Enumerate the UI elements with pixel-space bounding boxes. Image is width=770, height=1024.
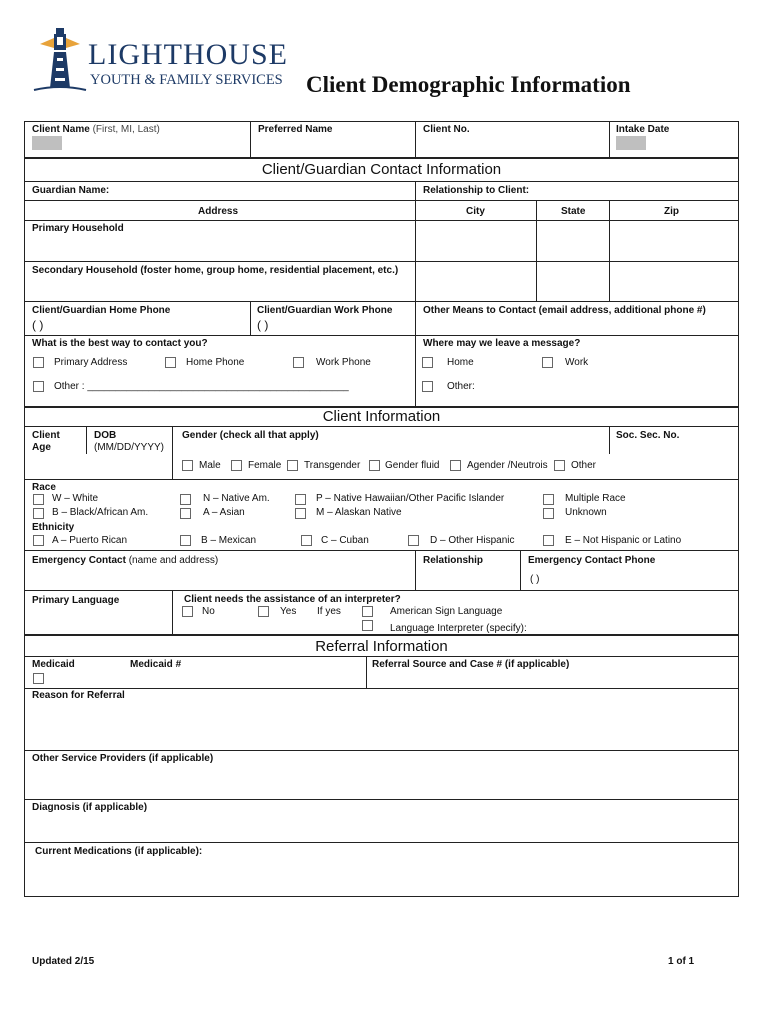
asl-checkbox[interactable] <box>362 606 373 617</box>
dob-label: DOB (MM/DD/YYYY) <box>94 430 164 453</box>
eth-puerto-rican-checkbox[interactable] <box>33 535 44 546</box>
providers-label: Other Service Providers (if applicable) <box>32 753 214 764</box>
eth-other-hispanic-option: D – Other Hispanic <box>430 535 515 546</box>
home-phone-field[interactable]: ( ) <box>32 318 44 332</box>
referral-source-label: Referral Source and Case # (if applicable) <box>372 659 570 670</box>
leave-message-label: Where may we leave a message? <box>423 338 581 349</box>
race-multiple-option: Multiple Race <box>565 493 626 504</box>
em-phone-field[interactable]: ( ) <box>530 574 540 585</box>
msg-other-checkbox[interactable] <box>422 381 433 392</box>
ethnicity-label: Ethnicity <box>32 522 75 533</box>
race-white-checkbox[interactable] <box>33 494 44 505</box>
lang-interpreter-checkbox[interactable] <box>362 620 373 631</box>
race-pacific-checkbox[interactable] <box>295 494 306 505</box>
org-tagline: YOUTH & FAMILY SERVICES <box>90 72 283 88</box>
eth-cuban-option: C – Cuban <box>321 535 369 546</box>
contact-section-header: Client/Guardian Contact Information <box>261 161 502 178</box>
msg-home-option: Home <box>447 357 474 368</box>
home-phone-label: Client/Guardian Home Phone <box>32 305 171 316</box>
medicaid-no-label: Medicaid # <box>130 659 182 670</box>
client-name-label: Client Name (First, MI, Last) <box>32 124 160 135</box>
work-phone-label: Client/Guardian Work Phone <box>257 305 393 316</box>
client-no-label: Client No. <box>423 124 470 135</box>
referral-section-header: Referral Information <box>315 638 448 655</box>
zip-label: Zip <box>664 206 679 217</box>
primary-address-checkbox[interactable] <box>33 357 44 368</box>
gender-transgender-option: Transgender <box>304 460 361 471</box>
secondary-household-label: Secondary Household (foster home, group home, residential placement, etc.) <box>32 265 399 276</box>
gender-fluid-checkbox[interactable] <box>369 460 380 471</box>
reason-label: Reason for Referral <box>32 690 125 701</box>
race-multiple-checkbox[interactable] <box>543 494 554 505</box>
primary-household-field[interactable] <box>26 236 414 260</box>
interpreter-yes-option: Yes <box>280 606 297 617</box>
gender-other-option: Other <box>571 460 597 471</box>
msg-work-checkbox[interactable] <box>542 357 553 368</box>
race-alaskan-checkbox[interactable] <box>295 508 306 519</box>
race-unknown-checkbox[interactable] <box>543 508 554 519</box>
em-relationship-label: Relationship <box>423 555 484 566</box>
race-white-option: W – White <box>52 493 99 504</box>
client-name-field[interactable] <box>26 136 248 155</box>
race-native-option: N – Native Am. <box>203 493 270 504</box>
medicaid-label: Medicaid <box>32 659 75 670</box>
medications-field[interactable] <box>26 860 736 894</box>
other-means-label: Other Means to Contact (email address, additional phone #) <box>423 305 706 316</box>
client-section-header: Client Information <box>322 408 441 425</box>
race-asian-checkbox[interactable] <box>180 508 191 519</box>
msg-work-option: Work <box>565 357 589 368</box>
eth-not-hispanic-option: E – Not Hispanic or Latino <box>565 535 682 546</box>
eth-mexican-option: B – Mexican <box>201 535 257 546</box>
primary-language-label: Primary Language <box>32 595 120 606</box>
race-pacific-option: P – Native Hawaiian/Other Pacific Islander <box>316 493 505 504</box>
gender-agender-checkbox[interactable] <box>450 460 461 471</box>
diagnosis-field[interactable] <box>26 816 736 842</box>
lighthouse-icon <box>30 26 90 94</box>
gender-fluid-option: Gender fluid <box>385 460 440 471</box>
logo <box>30 26 300 96</box>
client-age-label: Client Age <box>32 430 60 453</box>
race-asian-option: A – Asian <box>203 507 245 518</box>
emergency-contact-label: Emergency Contact (name and address) <box>32 555 219 566</box>
guardian-name-label: Guardian Name: <box>32 185 110 196</box>
eth-mexican-checkbox[interactable] <box>180 535 191 546</box>
state-label: State <box>561 206 586 217</box>
providers-field[interactable] <box>26 767 736 799</box>
race-label: Race <box>32 482 56 493</box>
gender-female-checkbox[interactable] <box>231 460 242 471</box>
if-yes-label: If yes <box>317 606 341 617</box>
address-label: Address <box>198 206 239 217</box>
race-black-option: B – Black/African Am. <box>52 507 149 518</box>
gender-male-checkbox[interactable] <box>182 460 193 471</box>
medications-label: Current Medications (if applicable): <box>35 846 203 857</box>
client-no-field[interactable] <box>417 136 607 155</box>
race-black-checkbox[interactable] <box>33 508 44 519</box>
other-contact-checkbox[interactable] <box>33 381 44 392</box>
work-phone-option: Work Phone <box>316 357 371 368</box>
best-way-label: What is the best way to contact you? <box>32 338 208 349</box>
intake-date-label: Intake Date <box>616 124 670 135</box>
preferred-name-field[interactable] <box>252 136 413 155</box>
asl-option: American Sign Language <box>390 606 503 617</box>
interpreter-no-checkbox[interactable] <box>182 606 193 617</box>
interpreter-yes-checkbox[interactable] <box>258 606 269 617</box>
work-phone-checkbox[interactable] <box>293 357 304 368</box>
msg-home-checkbox[interactable] <box>422 357 433 368</box>
race-unknown-option: Unknown <box>565 507 607 518</box>
preferred-name-label: Preferred Name <box>258 124 333 135</box>
work-phone-field[interactable]: ( ) <box>257 318 269 332</box>
lang-interpreter-option: Language Interpreter (specify): <box>390 623 527 634</box>
primary-household-label: Primary Household <box>32 223 124 234</box>
gender-male-option: Male <box>199 460 221 471</box>
eth-other-hispanic-checkbox[interactable] <box>408 535 419 546</box>
gender-label: Gender (check all that apply) <box>182 430 319 441</box>
page-title: Client Demographic Information <box>306 72 631 97</box>
eth-not-hispanic-checkbox[interactable] <box>543 535 554 546</box>
race-native-checkbox[interactable] <box>180 494 191 505</box>
home-phone-option: Home Phone <box>186 357 245 368</box>
gender-other-checkbox[interactable] <box>554 460 565 471</box>
primary-address-option: Primary Address <box>54 357 128 368</box>
gender-transgender-checkbox[interactable] <box>287 460 298 471</box>
eth-cuban-checkbox[interactable] <box>301 535 312 546</box>
interpreter-question: Client needs the assistance of an interpreter? <box>184 594 401 605</box>
diagnosis-label: Diagnosis (if applicable) <box>32 802 148 813</box>
msg-other-option: Other: <box>447 381 475 392</box>
medicaid-checkbox[interactable] <box>33 673 44 684</box>
relationship-label: Relationship to Client: <box>423 185 530 196</box>
reason-field[interactable] <box>26 704 736 750</box>
intake-date-field[interactable] <box>611 136 736 155</box>
org-name: LIGHTHOUSE <box>88 38 288 71</box>
page-number: 1 of 1 <box>668 956 695 967</box>
eth-puerto-rican-option: A – Puerto Rican <box>52 535 128 546</box>
race-alaskan-option: M – Alaskan Native <box>316 507 402 518</box>
updated-label: Updated 2/15 <box>32 956 95 967</box>
secondary-household-field[interactable] <box>26 278 414 300</box>
interpreter-no-option: No <box>202 606 215 617</box>
city-label: City <box>466 206 485 217</box>
home-phone-checkbox[interactable] <box>165 357 176 368</box>
em-phone-label: Emergency Contact Phone <box>528 555 656 566</box>
ssn-label: Soc. Sec. No. <box>616 430 680 441</box>
gender-female-option: Female <box>248 460 282 471</box>
other-contact-option[interactable]: Other : _______________________________________________ <box>54 381 349 392</box>
gender-agender-option: Agender /Neutrois <box>467 460 548 471</box>
